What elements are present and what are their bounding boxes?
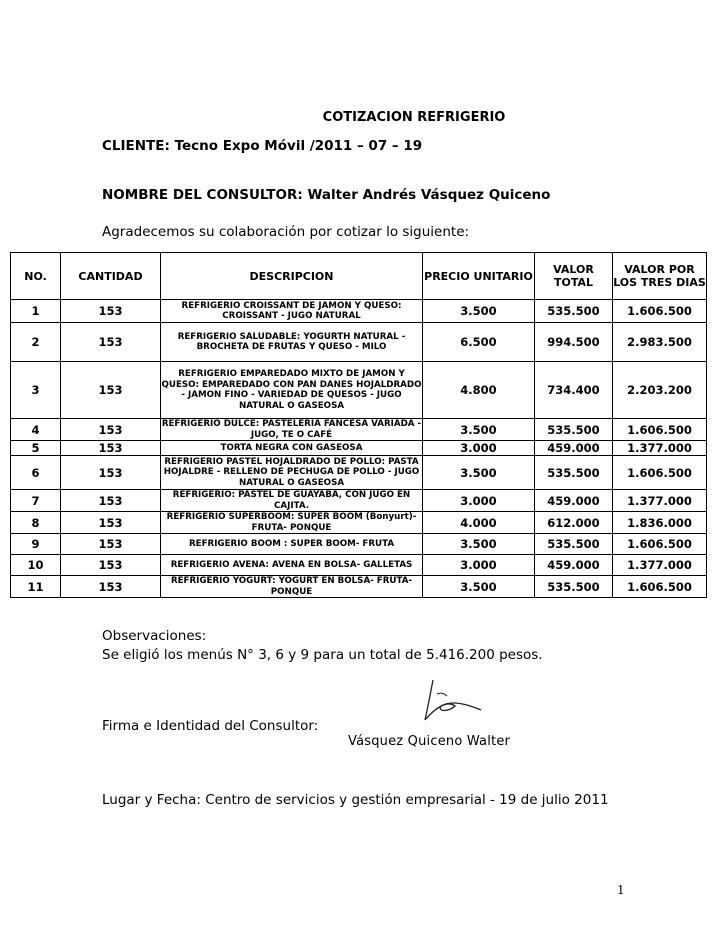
cell-no: 2: [11, 323, 61, 362]
cell-precio: 4.000: [423, 512, 535, 534]
signature-scribble: [395, 676, 485, 726]
cell-cantidad: 153: [61, 419, 161, 441]
client-line: CLIENTE: Tecno Expo Móvil /2011 – 07 – 19: [102, 138, 423, 154]
observations-text: Se eligió los menús N° 3, 6 y 9 para un total de 5.416.200 pesos.: [102, 647, 543, 663]
table-row: [11, 456, 707, 490]
cell-dias: 1.606.500: [613, 456, 707, 490]
cell-dias: 1.377.000: [613, 555, 707, 576]
cell-cantidad: 153: [61, 576, 161, 598]
cell-cantidad: 153: [61, 300, 161, 323]
cell-cantidad: 153: [61, 323, 161, 362]
cell-descripcion: REFRIGERIO DULCE: PASTELERIA FANCESA VARIADA - JUGO, TE O CAFÉ: [161, 419, 422, 440]
cell-descripcion: REFRIGERIO: PASTEL DE GUAYABA, CON JUGO EN CAJITA.: [161, 490, 423, 512]
cell-cantidad: 153: [61, 555, 161, 576]
table-row: [11, 534, 707, 555]
cell-no: 5: [11, 441, 61, 456]
cell-no: 8: [11, 512, 61, 534]
cell-no: 1: [11, 300, 61, 323]
signature-name: Vásquez Quiceno Walter: [348, 734, 511, 749]
cell-no: 9: [11, 534, 61, 555]
quote-table: [10, 252, 707, 598]
cell-total: 535.500: [535, 576, 613, 598]
cell-no: 11: [11, 576, 61, 598]
table-row: [11, 555, 707, 576]
cell-descripcion: REFRIGERIO CROISSANT DE JAMON Y QUESO: CROISSANT - JUGO NATURAL: [161, 300, 423, 323]
cell-dias: 1.606.500: [613, 576, 707, 598]
header-descripcion: DESCRIPCION: [161, 253, 423, 300]
cell-no: 6: [11, 456, 61, 490]
table-row: [11, 576, 707, 598]
table-row: [11, 441, 707, 456]
intro-text: Agradecemos su colaboración por cotizar lo siguiente:: [102, 224, 470, 240]
cell-no: 4: [11, 419, 61, 441]
cell-precio: 3.500: [423, 534, 535, 555]
cell-precio: 3.000: [423, 490, 535, 512]
header-cantidad: CANTIDAD: [61, 253, 161, 300]
cell-precio: 3.500: [423, 300, 535, 323]
table-row: [11, 512, 707, 534]
table-row: [11, 362, 707, 419]
cell-total: 612.000: [535, 512, 613, 534]
cell-descripcion: REFRIGERIO EMPAREDADO MIXTO DE JAMON Y QUESO: EMPAREDADO CON PAN DANES HOJALDRADO - JAMON FINO - VARIEDAD DE QUESOS - JUGO NATURAL O GASEOSA: [161, 362, 423, 419]
cell-dias: 1.377.000: [613, 441, 707, 456]
cell-cantidad: 153: [61, 362, 161, 419]
header-no: NO.: [11, 253, 61, 300]
cell-precio: 3.500: [423, 419, 535, 441]
page-number: 1: [617, 883, 625, 897]
cell-precio: 3.000: [423, 441, 535, 456]
cell-total: 734.400: [535, 362, 613, 419]
cell-no: 3: [11, 362, 61, 419]
cell-cantidad: 153: [61, 441, 161, 456]
table-row: [11, 323, 707, 362]
cell-total: 535.500: [535, 300, 613, 323]
cell-dias: 1.606.500: [613, 419, 707, 441]
cell-descripcion: REFRIGERIO AVENA: AVENA EN BOLSA- GALLETAS: [161, 555, 423, 576]
table-header-row: [11, 253, 707, 300]
cell-total: 535.500: [535, 456, 613, 490]
document-title: COTIZACION REFRIGERIO: [322, 110, 506, 125]
cell-descripcion: REFRIGERIO SUPERBOOM: SUPER BOOM (Bonyurt)- FRUTA- PONQUE: [161, 512, 423, 534]
cell-dias: 1.606.500: [613, 300, 707, 323]
cell-no: 7: [11, 490, 61, 512]
cell-total: 535.500: [535, 534, 613, 555]
place-date: Lugar y Fecha: Centro de servicios y gestión empresarial - 19 de julio 2011: [102, 792, 609, 808]
cell-cantidad: 153: [61, 534, 161, 555]
signature-label: Firma e Identidad del Consultor:: [102, 718, 319, 734]
cell-descripcion: REFRIGERIO PASTEL HOJALDRADO DE POLLO: PASTA HOJALDRE - RELLENO DE PECHUGA DE POLLO - JUGO NATURAL O GASEOSA: [161, 456, 423, 490]
cell-descripcion: TORTA NEGRA CON GASEOSA: [161, 441, 423, 456]
cell-dias: 1.606.500: [613, 534, 707, 555]
observations-label: Observaciones:: [102, 628, 207, 644]
cell-descripcion: REFRIGERIO SALUDABLE: YOGURTH NATURAL - BROCHETA DE FRUTAS Y QUESO - MILO: [161, 323, 423, 362]
cell-no: 10: [11, 555, 61, 576]
cell-dias: 2.203.200: [613, 362, 707, 419]
header-valor-dias: VALOR POR LOS TRES DIAS: [613, 253, 707, 300]
cell-precio: 4.800: [423, 362, 535, 419]
consultant-line: NOMBRE DEL CONSULTOR: Walter Andrés Vásquez Quiceno: [102, 187, 551, 203]
cell-precio: 3.500: [423, 456, 535, 490]
header-valor: VALOR TOTAL: [535, 253, 613, 300]
cell-precio: 3.500: [423, 576, 535, 598]
table-row: [11, 490, 707, 512]
cell-total: 459.000: [535, 555, 613, 576]
cell-total: 535.500: [535, 419, 613, 441]
cell-cantidad: 153: [61, 456, 161, 490]
cell-cantidad: 153: [61, 512, 161, 534]
cell-dias: 2.983.500: [613, 323, 707, 362]
cell-precio: 3.000: [423, 555, 535, 576]
cell-total: 459.000: [535, 441, 613, 456]
cell-dias: 1.377.000: [613, 490, 707, 512]
cell-precio: 6.500: [423, 323, 535, 362]
cell-total: 994.500: [535, 323, 613, 362]
cell-descripcion: REFRIGERIO BOOM : SUPER BOOM- FRUTA: [161, 534, 423, 555]
cell-cantidad: 153: [61, 490, 161, 512]
header-precio: PRECIO UNITARIO: [423, 253, 535, 300]
cell-dias: 1.836.000: [613, 512, 707, 534]
table-row: [11, 300, 707, 323]
cell-descripcion: REFRIGERIO YOGURT: YOGURT EN BOLSA- FRUTA- PONQUE: [161, 576, 423, 598]
cell-total: 459.000: [535, 490, 613, 512]
table-row: [11, 419, 707, 441]
